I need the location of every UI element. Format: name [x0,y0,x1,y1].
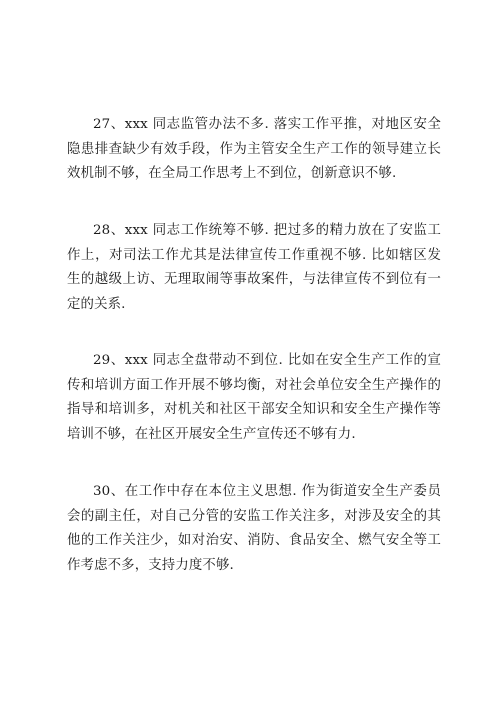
paragraph-27: 27、xxx 同志监管办法不多. 落实工作平推，对地区安全隐患排查缺少有效手段，作为主管安全生产工作的领导建立长效机制不够，在全局工作思考上不到位，创新意识不够. [67,117,441,181]
paragraph-30: 30、在工作中存在本位主义思想. 作为街道安全生产委员会的副主任，对自己分管的安监工作关注多，对涉及安全的其他的工作关注少，如对治安、消防、食品安全、燃气安全等工作考虑不多，支持力度不够. [67,484,441,573]
paragraph-28: 28、xxx 同志工作统筹不够. 把过多的精力放在了安监工作上，对司法工作尤其是法律宣传工作重视不够. 比如辖区发生的越级上访、无理取闹等事故案件，与法律宣传不到位有一定的关系. [67,223,441,312]
paragraph-29: 29、xxx 同志全盘带动不到位. 比如在安全生产工作的宣传和培训方面工作开展不够均衡，对社会单位安全生产操作的指导和培训多，对机关和社区干部安全知识和安全生产操作等培训不够，在社区开展安全生产宣传还不够有力. [67,353,441,442]
